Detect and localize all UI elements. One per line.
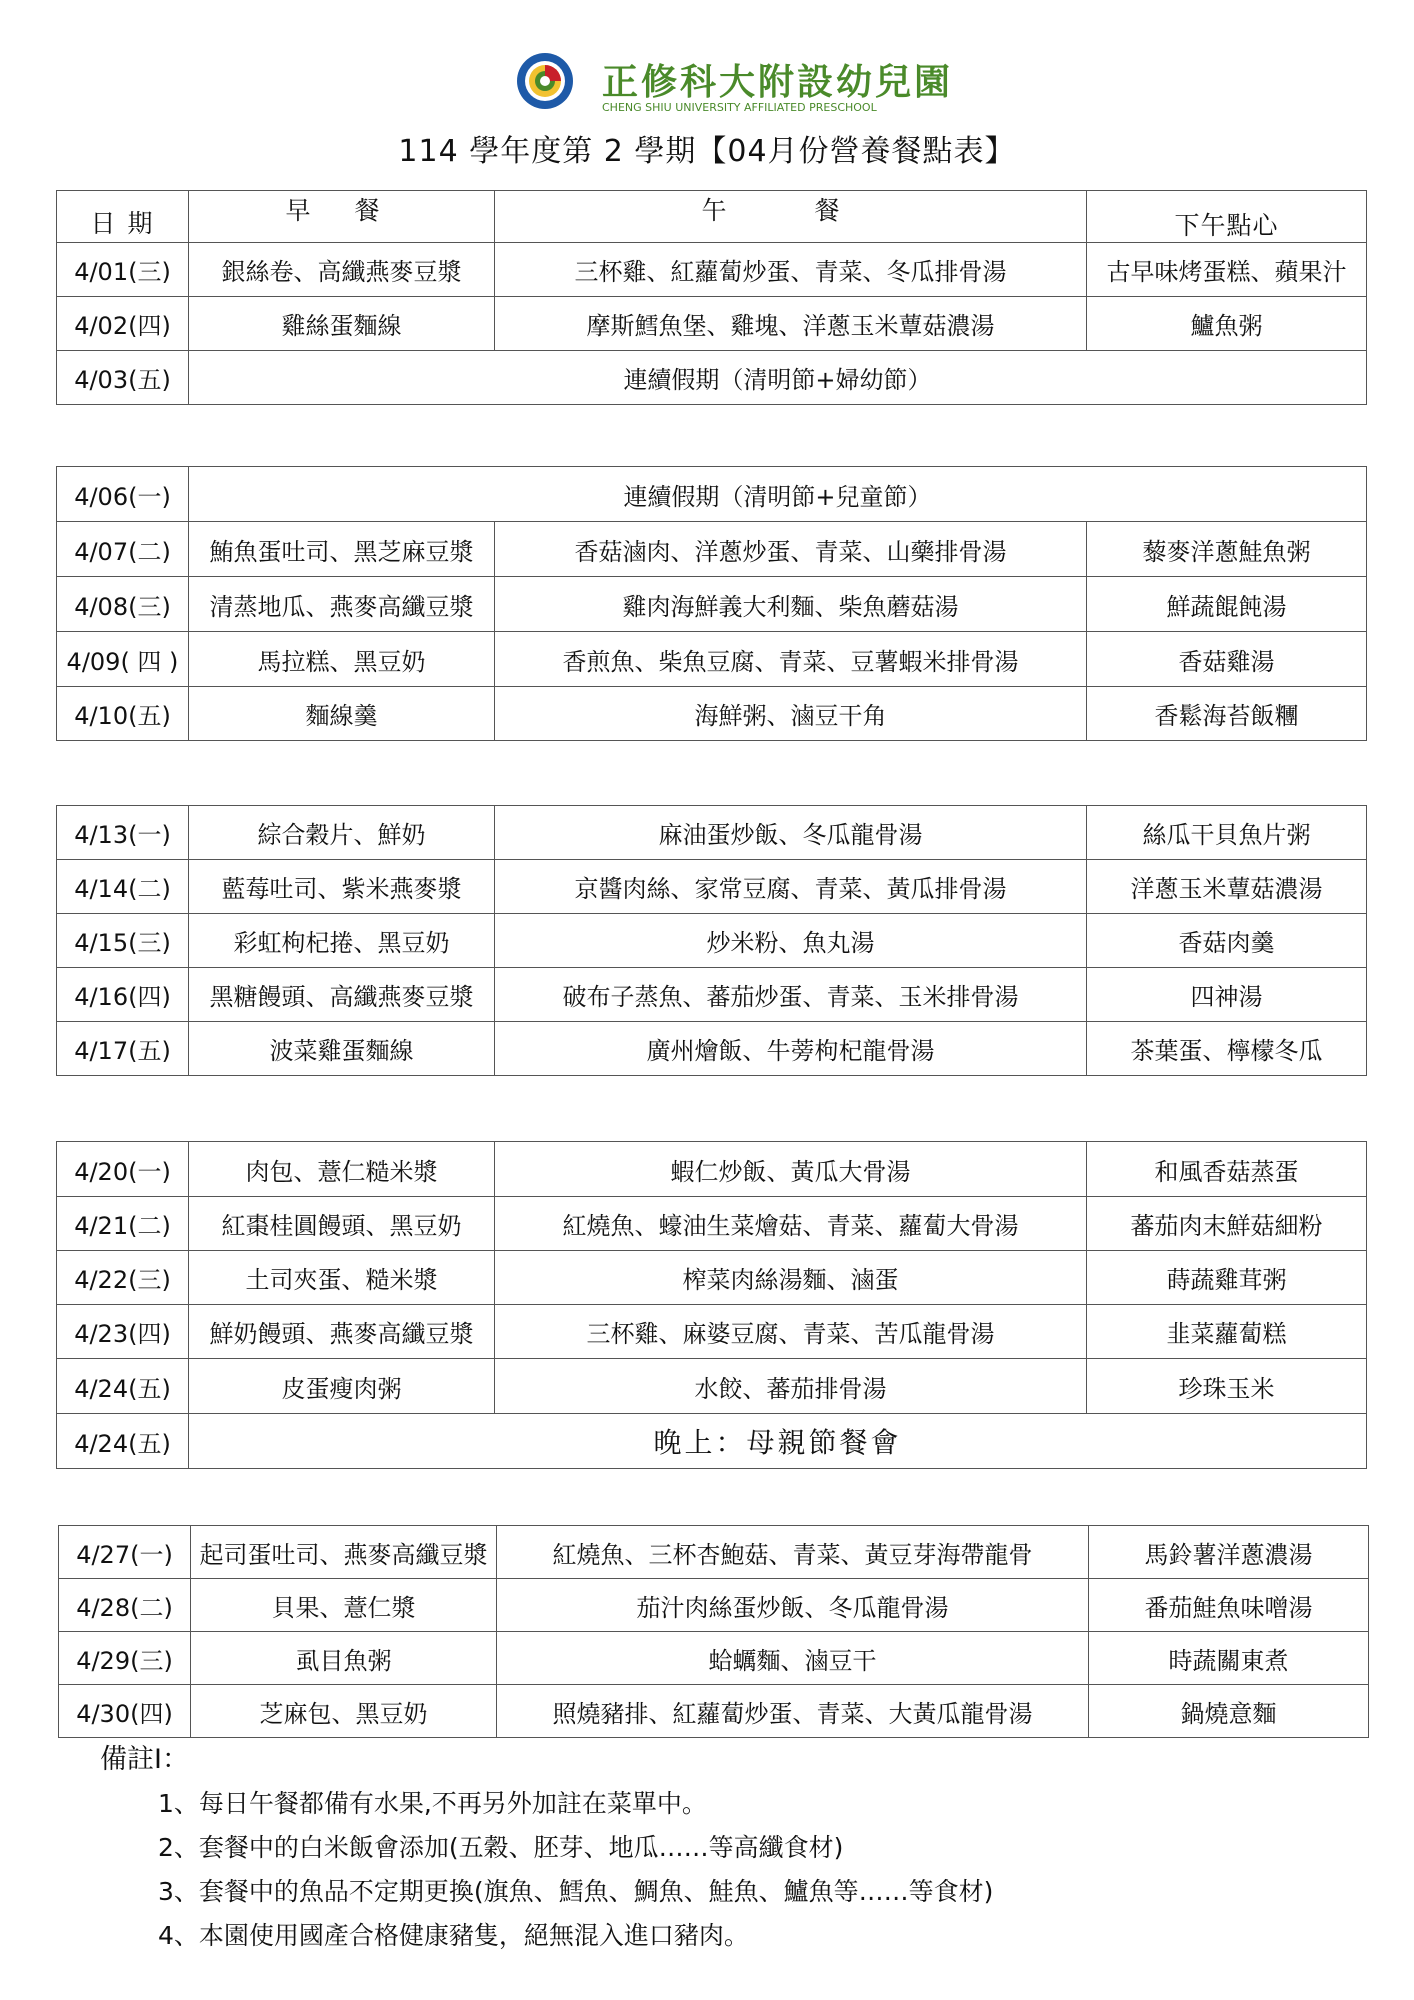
date-cell: 4/03(五) <box>57 351 189 405</box>
lunch-cell: 麻油蛋炒飯、冬瓜龍骨湯 <box>495 806 1087 860</box>
table-row <box>57 1359 1367 1414</box>
table-row <box>57 297 1367 351</box>
breakfast-cell: 芝麻包、黑豆奶 <box>191 1685 497 1738</box>
note-item: 4、本園使用國產合格健康豬隻，絕無混入進口豬肉。 <box>158 1921 749 1950</box>
date-cell: 4/14(二) <box>57 860 189 914</box>
header-lunch: 午 餐 <box>495 191 1087 243</box>
date-cell: 4/15(三) <box>57 914 189 968</box>
breakfast-cell: 彩虹枸杞捲、黑豆奶 <box>189 914 495 968</box>
lunch-cell: 照燒豬排、紅蘿蔔炒蛋、青菜、大黃瓜龍骨湯 <box>497 1685 1089 1738</box>
holiday-cell: 晚上：母親節餐會 <box>189 1414 1367 1469</box>
lunch-cell: 三杯雞、紅蘿蔔炒蛋、青菜、冬瓜排骨湯 <box>495 243 1087 297</box>
snack-cell: 香鬆海苔飯糰 <box>1087 687 1367 741</box>
notes-title: 備註I： <box>100 1744 189 1775</box>
week-table <box>58 1525 1369 1738</box>
header <box>0 48 1414 118</box>
date-cell: 4/08(三) <box>57 577 189 632</box>
holiday-cell: 連續假期（清明節+兒童節） <box>189 467 1367 522</box>
table-row <box>57 1197 1367 1251</box>
header-snack: 下午點心 <box>1087 191 1367 243</box>
date-cell: 4/24(五) <box>57 1359 189 1414</box>
week-table <box>56 466 1367 741</box>
table-row <box>59 1526 1369 1579</box>
breakfast-cell: 藍莓吐司、紫米燕麥漿 <box>189 860 495 914</box>
date-cell: 4/28(二) <box>59 1579 191 1632</box>
lunch-cell: 海鮮粥、滷豆干角 <box>495 687 1087 741</box>
breakfast-cell: 虱目魚粥 <box>191 1632 497 1685</box>
notes-section <box>100 1738 993 1958</box>
lunch-cell: 摩斯鱈魚堡、雞塊、洋蔥玉米蕈菇濃湯 <box>495 297 1087 351</box>
breakfast-cell: 馬拉糕、黑豆奶 <box>189 632 495 687</box>
table-row <box>57 806 1367 860</box>
snack-cell: 鍋燒意麵 <box>1089 1685 1369 1738</box>
lunch-cell: 炒米粉、魚丸湯 <box>495 914 1087 968</box>
date-cell: 4/01(三) <box>57 243 189 297</box>
snack-cell: 蕃茄肉末鮮菇細粉 <box>1087 1197 1367 1251</box>
table-row <box>57 243 1367 297</box>
lunch-cell: 破布子蒸魚、蕃茄炒蛋、青菜、玉米排骨湯 <box>495 968 1087 1022</box>
table-row <box>59 1685 1369 1738</box>
date-cell: 4/07(二) <box>57 522 189 577</box>
week-table <box>56 805 1367 1076</box>
breakfast-cell: 清蒸地瓜、燕麥高纖豆漿 <box>189 577 495 632</box>
school-name-en: CHENG SHIU UNIVERSITY AFFILIATED PRESCHOOL <box>602 101 877 114</box>
header-breakfast: 早 餐 <box>189 191 495 243</box>
snack-cell: 蒔蔬雞茸粥 <box>1087 1251 1367 1305</box>
breakfast-cell: 雞絲蛋麵線 <box>189 297 495 351</box>
breakfast-cell: 銀絲卷、高纖燕麥豆漿 <box>189 243 495 297</box>
snack-cell: 鱸魚粥 <box>1087 297 1367 351</box>
table-row <box>57 1251 1367 1305</box>
breakfast-cell: 綜合穀片、鮮奶 <box>189 806 495 860</box>
date-cell: 4/30(四) <box>59 1685 191 1738</box>
snack-cell: 韭菜蘿蔔糕 <box>1087 1305 1367 1359</box>
lunch-cell: 香煎魚、柴魚豆腐、青菜、豆薯蝦米排骨湯 <box>495 632 1087 687</box>
table-row <box>57 1142 1367 1197</box>
holiday-cell: 連續假期（清明節+婦幼節） <box>189 351 1367 405</box>
lunch-cell: 紅燒魚、蠔油生菜燴菇、青菜、蘿蔔大骨湯 <box>495 1197 1087 1251</box>
lunch-cell: 京醬肉絲、家常豆腐、青菜、黃瓜排骨湯 <box>495 860 1087 914</box>
table-row <box>57 577 1367 632</box>
breakfast-cell: 波菜雞蛋麵線 <box>189 1022 495 1076</box>
snack-cell: 和風香菇蒸蛋 <box>1087 1142 1367 1197</box>
breakfast-cell: 紅棗桂圓饅頭、黑豆奶 <box>189 1197 495 1251</box>
table-row <box>57 860 1367 914</box>
table-row <box>59 1579 1369 1632</box>
lunch-cell: 紅燒魚、三杯杏鮑菇、青菜、黃豆芽海帶龍骨 <box>497 1526 1089 1579</box>
note-item: 3、套餐中的魚品不定期更換(旗魚、鱈魚、鯛魚、鮭魚、鱸魚等……等食材) <box>158 1877 994 1906</box>
school-name-cn: 正修科大附設幼兒園 <box>602 61 954 103</box>
table-row <box>57 687 1367 741</box>
date-cell: 4/27(一) <box>59 1526 191 1579</box>
lunch-cell: 榨菜肉絲湯麵、滷蛋 <box>495 1251 1087 1305</box>
lunch-cell: 蝦仁炒飯、黃瓜大骨湯 <box>495 1142 1087 1197</box>
date-cell: 4/17(五) <box>57 1022 189 1076</box>
table-row <box>57 1022 1367 1076</box>
lunch-cell: 香菇滷肉、洋蔥炒蛋、青菜、山藥排骨湯 <box>495 522 1087 577</box>
snack-cell: 洋蔥玉米蕈菇濃湯 <box>1087 860 1367 914</box>
date-cell: 4/23(四) <box>57 1305 189 1359</box>
note-item: 2、套餐中的白米飯會添加(五穀、胚芽、地瓜……等高纖食材) <box>158 1833 844 1862</box>
lunch-cell: 蛤蠣麵、滷豆干 <box>497 1632 1089 1685</box>
date-cell: 4/16(四) <box>57 968 189 1022</box>
snack-cell: 鮮蔬餛飩湯 <box>1087 577 1367 632</box>
date-cell: 4/13(一) <box>57 806 189 860</box>
breakfast-cell: 鮮奶饅頭、燕麥高纖豆漿 <box>189 1305 495 1359</box>
table-row <box>57 968 1367 1022</box>
snack-cell: 古早味烤蛋糕、蘋果汁 <box>1087 243 1367 297</box>
snack-cell: 馬鈴薯洋蔥濃湯 <box>1089 1526 1369 1579</box>
date-cell: 4/06(一) <box>57 467 189 522</box>
week-table <box>56 190 1367 405</box>
breakfast-cell: 黑糖饅頭、高纖燕麥豆漿 <box>189 968 495 1022</box>
snack-cell: 四神湯 <box>1087 968 1367 1022</box>
date-cell: 4/22(三) <box>57 1251 189 1305</box>
table-row <box>57 632 1367 687</box>
date-cell: 4/24(五) <box>57 1414 189 1469</box>
snack-cell: 茶葉蛋、檸檬冬瓜 <box>1087 1022 1367 1076</box>
lunch-cell: 三杯雞、麻婆豆腐、青菜、苦瓜龍骨湯 <box>495 1305 1087 1359</box>
table-header-row <box>57 191 1367 243</box>
breakfast-cell: 起司蛋吐司、燕麥高纖豆漿 <box>191 1526 497 1579</box>
table-row <box>59 1632 1369 1685</box>
table-row <box>57 522 1367 577</box>
lunch-cell: 雞肉海鮮義大利麵、柴魚蘑菇湯 <box>495 577 1087 632</box>
date-cell: 4/29(三) <box>59 1632 191 1685</box>
table-row <box>57 914 1367 968</box>
header-date: 日 期 <box>57 191 189 243</box>
page-title: 114 學年度第 2 學期【04月份營養餐點表】 <box>398 134 1016 169</box>
date-cell: 4/09( 四 ) <box>57 632 189 687</box>
snack-cell: 香菇雞湯 <box>1087 632 1367 687</box>
school-logo-icon <box>515 51 575 111</box>
breakfast-cell: 土司夾蛋、糙米漿 <box>189 1251 495 1305</box>
date-cell: 4/02(四) <box>57 297 189 351</box>
snack-cell: 絲瓜干貝魚片粥 <box>1087 806 1367 860</box>
note-item: 1、每日午餐都備有水果,不再另外加註在菜單中。 <box>158 1789 707 1818</box>
breakfast-cell: 麵線羹 <box>189 687 495 741</box>
breakfast-cell: 鮪魚蛋吐司、黑芝麻豆漿 <box>189 522 495 577</box>
snack-cell: 藜麥洋蔥鮭魚粥 <box>1087 522 1367 577</box>
date-cell: 4/20(一) <box>57 1142 189 1197</box>
snack-cell: 香菇肉羹 <box>1087 914 1367 968</box>
snack-cell: 番茄鮭魚味噌湯 <box>1089 1579 1369 1632</box>
lunch-cell: 茄汁肉絲蛋炒飯、冬瓜龍骨湯 <box>497 1579 1089 1632</box>
table-row <box>57 467 1367 522</box>
table-row <box>57 1414 1367 1469</box>
date-cell: 4/10(五) <box>57 687 189 741</box>
week-table <box>56 1141 1367 1469</box>
table-row <box>57 351 1367 405</box>
date-cell: 4/21(二) <box>57 1197 189 1251</box>
lunch-cell: 廣州燴飯、牛蒡枸杞龍骨湯 <box>495 1022 1087 1076</box>
breakfast-cell: 肉包、薏仁糙米漿 <box>189 1142 495 1197</box>
table-row <box>57 1305 1367 1359</box>
breakfast-cell: 皮蛋瘦肉粥 <box>189 1359 495 1414</box>
snack-cell: 時蔬關東煮 <box>1089 1632 1369 1685</box>
breakfast-cell: 貝果、薏仁漿 <box>191 1579 497 1632</box>
lunch-cell: 水餃、蕃茄排骨湯 <box>495 1359 1087 1414</box>
snack-cell: 珍珠玉米 <box>1087 1359 1367 1414</box>
